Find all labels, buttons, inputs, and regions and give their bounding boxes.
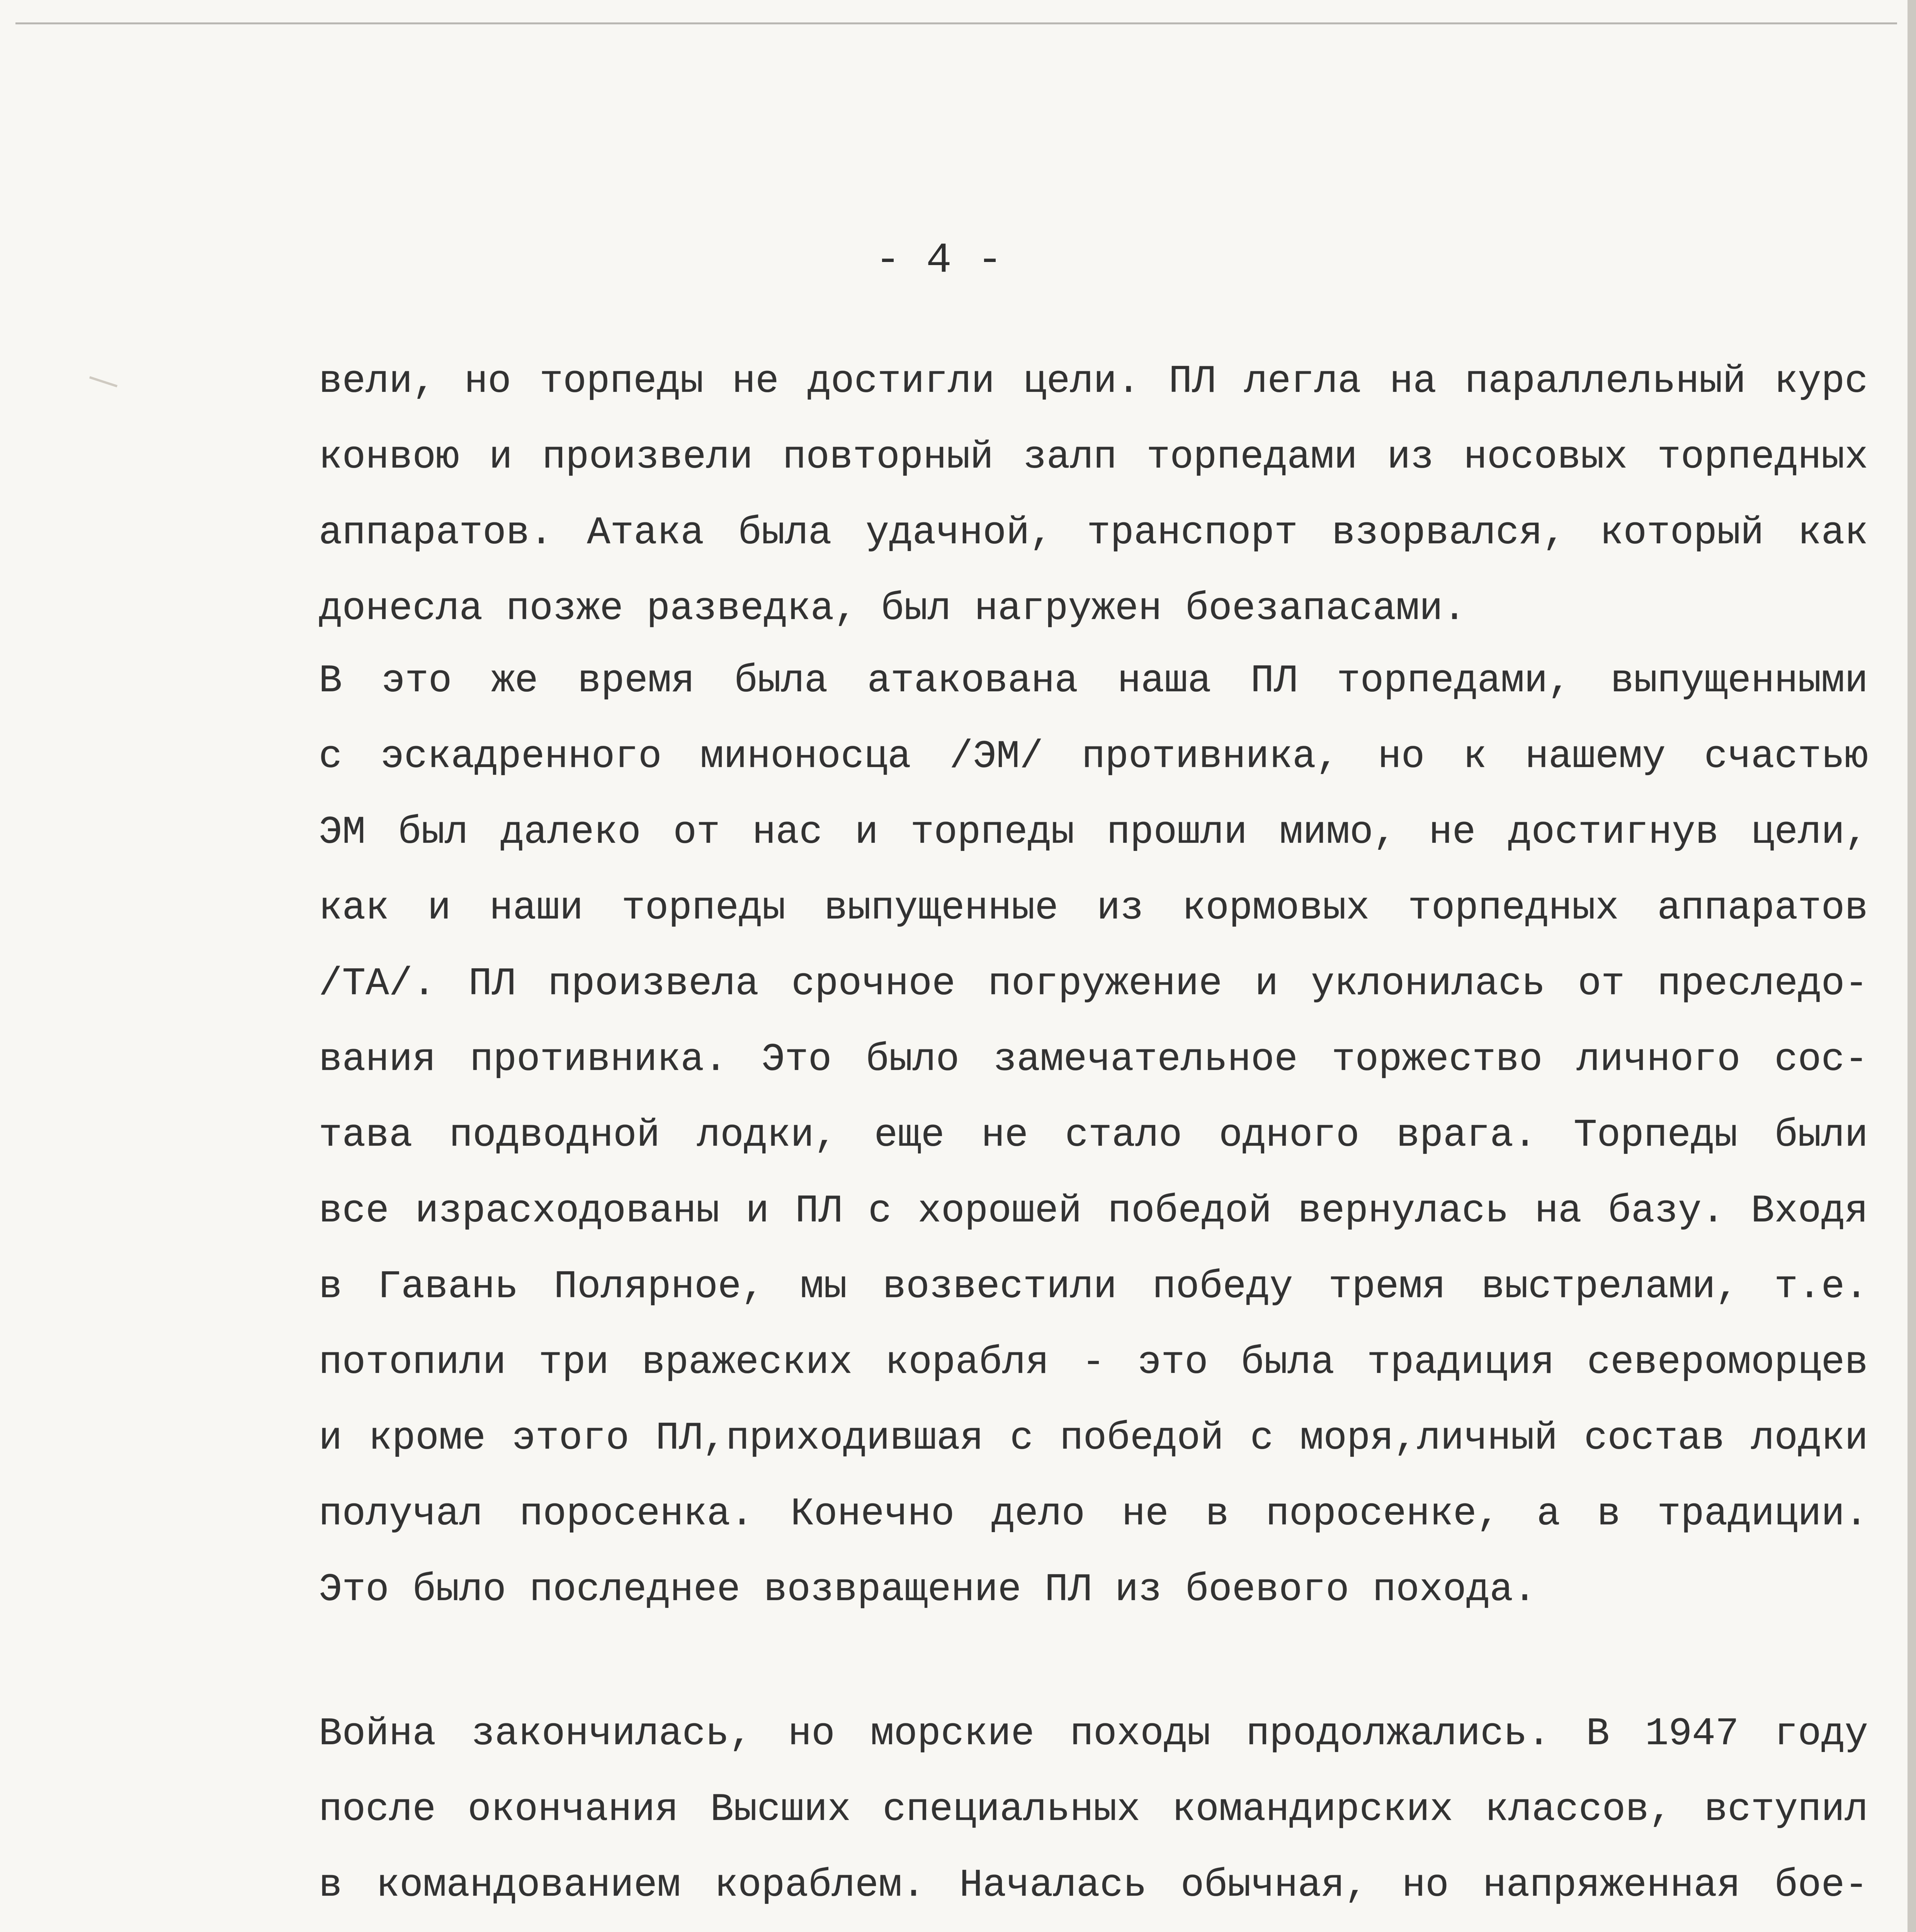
text-line-2-11: и кроме этого ПЛ,приходившая с победой с моря,личный состав лодки	[319, 1417, 1868, 1461]
text-line-2-1: В это же время была атакована наша ПЛ торпедами, выпущенными	[319, 659, 1868, 703]
text-line-1-4: донесла позже разведка, был нагружен боезапасами.	[319, 587, 1466, 631]
text-line-2-9: в Гавань Полярное, мы возвестили победу тремя выстрелами, т.е.	[319, 1265, 1868, 1309]
text-line-2-13: Это было последнее возвращение ПЛ из боевого похода.	[319, 1568, 1537, 1612]
text-line-2-6: вания противника. Это было замечательное торжество личного сос-	[319, 1038, 1868, 1082]
scanner-right-shadow	[1907, 0, 1916, 1932]
text-line-2-10: потопили три вражеских корабля - это была традиция североморцев	[319, 1341, 1868, 1385]
text-line-2-12: получал поросенка. Конечно дело не в поросенке, а в традиции.	[319, 1492, 1868, 1536]
text-line-2-2: с эскадренного миноносца /ЭМ/ противника, но к нашему счастью	[319, 735, 1868, 779]
text-line-2-5: /ТА/. ПЛ произвела срочное погружение и уклонилась от преследо-	[319, 962, 1868, 1006]
text-line-3-4	[319, 1923, 1868, 1932]
text-line-2-8: все израсходованы и ПЛ с хорошей победой вернулась на базу. Входя	[319, 1189, 1868, 1233]
text-line-3-2: после окончания Высших специальных командирских классов, вступил	[319, 1788, 1868, 1832]
text-line-3-1: Война закончилась, но морские походы продолжались. В 1947 году	[319, 1712, 1868, 1756]
text-line-3-3: в командованием кораблем. Началась обычная, но напряженная бое-	[319, 1864, 1868, 1908]
text-line-2-4: как и наши торпеды выпущенные из кормовых торпедных аппаратов	[319, 886, 1868, 930]
text-line-1-2: конвою и произвели повторный залп торпедами из носовых торпедных	[319, 435, 1868, 480]
page-number: - 4 -	[875, 236, 1003, 285]
paragraph-1	[319, 344, 1868, 647]
text-line-2-3: ЭМ был далеко от нас и торпеды прошли мимо, не достигнув цели,	[319, 811, 1868, 855]
paragraph-2	[319, 643, 1868, 1628]
text-line-1-1: вели, но торпеды не достигли цели. ПЛ легла на параллельный курс	[319, 360, 1868, 404]
text-line-1-3: аппаратов. Атака была удачной, транспорт взорвался, который как	[319, 511, 1868, 555]
scanner-top-edge	[15, 22, 1897, 24]
text-line-2-7: тава подводной лодки, еще не стало одного врага. Торпеды были	[319, 1114, 1868, 1158]
paper-mark	[89, 376, 117, 388]
paragraph-3	[319, 1696, 1868, 1932]
